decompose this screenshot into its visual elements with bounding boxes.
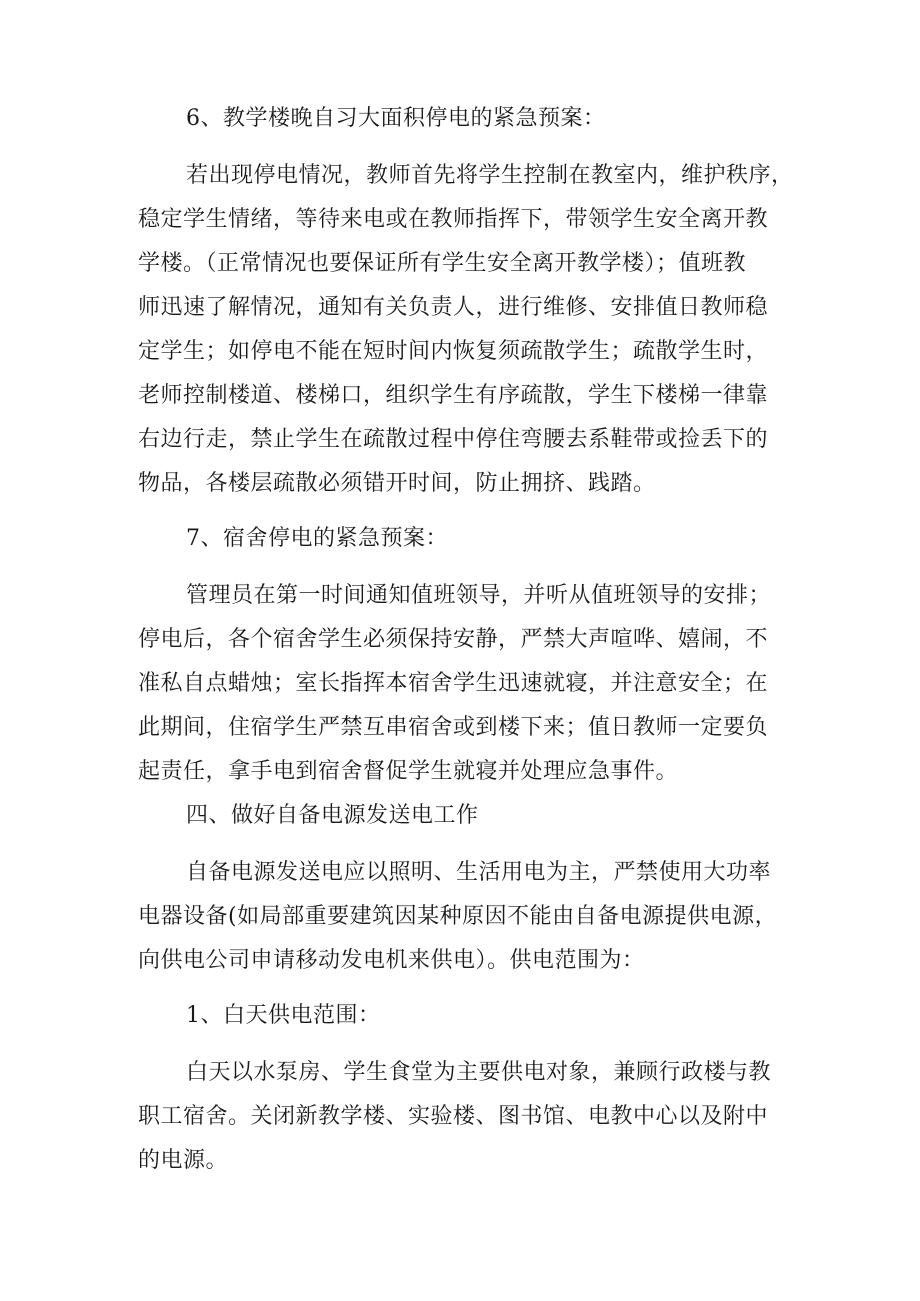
section-4-paragraph xyxy=(138,851,788,983)
paragraph-line: 师迅速了解情况，通知有关负责人，进行维修、安排值日教师稳 xyxy=(138,295,769,320)
paragraph-line: 向供电公司申请移动发电机来供电）。供电范围为： xyxy=(138,948,645,973)
paragraph-line: 老师控制楼道、楼梯口，组织学生有序疏散，学生下楼梯一律靠 xyxy=(138,383,769,408)
paragraph-line: 学楼。（正常情况也要保证所有学生安全离开教学楼）；值班教 xyxy=(138,251,747,276)
paragraph-line: 此期间，住宿学生严禁互串宿舍或到楼下来；值日教师一定要负 xyxy=(138,715,769,740)
paragraph-line: 右边行走，禁止学生在疏散过程中停住弯腰去系鞋带或捡丢下的 xyxy=(138,427,769,452)
paragraph-line: 稳定学生情绪，等待来电或在教师指挥下，带领学生安全离开教 xyxy=(138,207,769,232)
paragraph-line: 白天以水泵房、学生食堂为主要供电对象，兼顾行政楼与教 xyxy=(186,1060,772,1085)
section-1-paragraph xyxy=(138,1051,788,1183)
paragraph-line: 物品，各楼层疏散必须错开时间，防止拥挤、践踏。 xyxy=(138,471,656,496)
section-6-paragraph xyxy=(138,154,794,506)
document-body xyxy=(138,97,794,1183)
paragraph-line: 电器设备(如局部重要建筑因某种原因不能由自备电源提供电源， xyxy=(138,904,778,929)
section-6-heading: 6、教学楼晚自习大面积停电的紧急预案： xyxy=(186,106,606,131)
paragraph-line: 自备电源发送电应以照明、生活用电为主，严禁使用大功率 xyxy=(186,860,772,885)
paragraph-line: 准私自点蜡烛；室长指挥本宿舍学生迅速就寝，并注意安全；在 xyxy=(138,671,769,696)
paragraph-line: 职工宿舍。关闭新教学楼、实验楼、图书馆、电教中心以及附中 xyxy=(138,1104,769,1129)
section-1-heading: 1、白天供电范围： xyxy=(186,1003,381,1028)
paragraph-line: 的电源。 xyxy=(138,1148,229,1173)
paragraph-line: 定学生；如停电不能在短时间内恢复须疏散学生；疏散学生时， xyxy=(138,339,769,364)
paragraph-line: 起责任，拿手电到宿舍督促学生就寝并处理应急事件。 xyxy=(138,759,679,784)
paragraph-line: 管理员在第一时间通知值班领导，并听从值班领导的安排； xyxy=(186,583,772,608)
section-7-heading: 7、宿舍停电的紧急预案： xyxy=(186,526,448,551)
paragraph-line: 若出现停电情况，教师首先将学生控制在教室内，维护秩序， xyxy=(186,163,794,188)
paragraph-line: 停电后，各个宿舍学生必须保持安静，严禁大声喧哗、嬉闹，不 xyxy=(138,627,769,652)
section-7-paragraph xyxy=(138,574,788,794)
section-4-heading: 四、做好自备电源发送电工作 xyxy=(186,803,479,828)
